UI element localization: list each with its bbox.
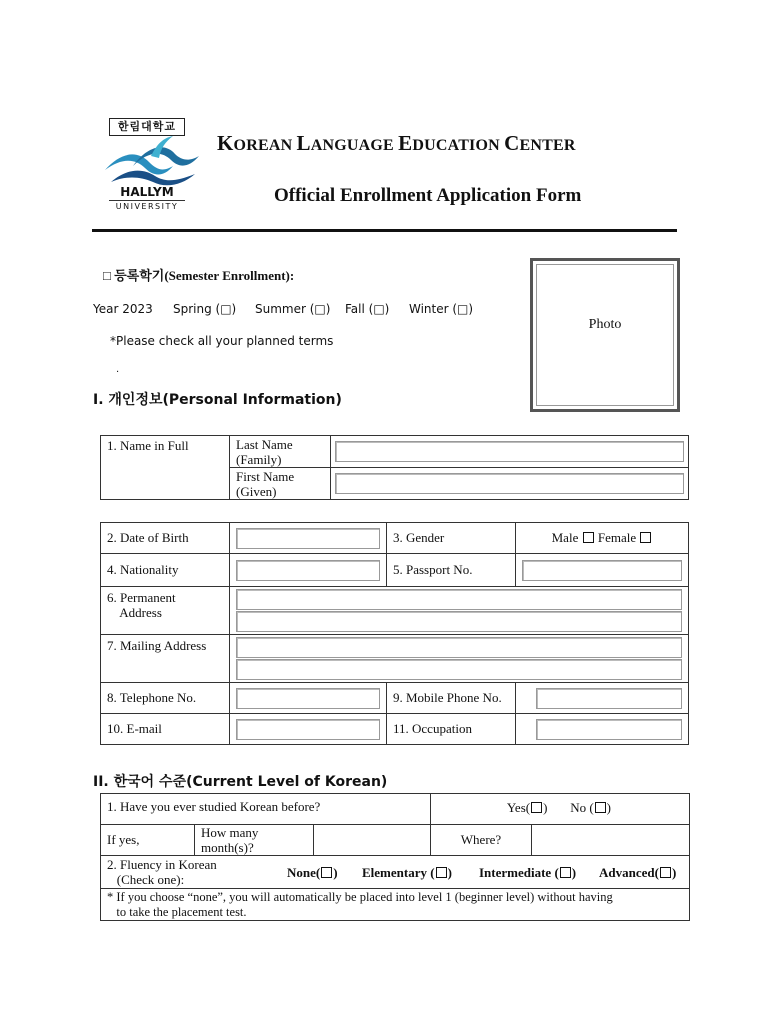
if-yes-label: If yes, [101, 825, 195, 856]
permanent-address-cell [230, 587, 689, 635]
telephone-label: 8. Telephone No. [101, 683, 230, 714]
mobile-input[interactable] [536, 688, 682, 709]
level-elementary[interactable]: Elementary ( ) [362, 865, 452, 880]
studied-no-label: No ( [570, 800, 594, 815]
level-none[interactable]: None( ) [287, 865, 338, 880]
occupation-label: 11. Occupation [387, 714, 516, 745]
semester-option-spring[interactable]: Spring (□) [173, 302, 237, 316]
semester-option-summer[interactable]: Summer (□) [255, 302, 331, 316]
dob-input[interactable] [236, 528, 380, 549]
title-divider [92, 229, 677, 232]
org-title-rest-0: OREAN [233, 137, 297, 154]
email-label: 10. E-mail [101, 714, 230, 745]
mobile-cell [516, 683, 689, 714]
org-title-rest-3: ENTER [519, 137, 576, 154]
how-many-months-label: How many month(s)? [195, 825, 314, 856]
studied-answer: Yes( ) No ( ) [431, 794, 690, 825]
semester-year: Year 2023 [93, 302, 153, 316]
semester-note: *Please check all your planned terms [110, 334, 334, 348]
gender-male-label: Male [551, 530, 579, 545]
permanent-address-input-2[interactable] [236, 611, 682, 632]
form-title: Official Enrollment Application Form [274, 185, 582, 206]
org-title-cap-2: E [398, 131, 413, 155]
gender-label: 3. Gender [387, 523, 516, 554]
level-intermediate[interactable]: Intermediate ( ) [479, 865, 577, 880]
org-title-rest-2: DUCATION [412, 137, 505, 154]
last-name-input[interactable] [335, 441, 684, 462]
studied-no-checkbox[interactable] [595, 802, 606, 813]
semester-option-winter[interactable]: Winter (□) [409, 302, 474, 316]
name-label: 1. Name in Full [101, 436, 230, 500]
org-title-cap-1: L [296, 131, 311, 155]
semester-option-fall[interactable]: Fall (□) [345, 302, 390, 316]
mailing-address-label: 7. Mailing Address [101, 635, 230, 683]
months-input[interactable] [314, 825, 431, 856]
dob-label: 2. Date of Birth [101, 523, 230, 554]
personal-details-table [100, 522, 689, 745]
wave-emblem-icon [103, 136, 203, 186]
studied-yes-label: Yes( [506, 800, 531, 815]
passport-input[interactable] [522, 560, 682, 581]
nationality-input[interactable] [236, 560, 380, 581]
mailing-address-input-1[interactable] [236, 637, 682, 658]
logo-english-text: HALLYM [120, 185, 174, 199]
where-input[interactable] [532, 825, 690, 856]
semester-heading: □ 등록학기(Semester Enrollment): [103, 268, 295, 283]
org-title-rest-1: ANGUAGE [310, 137, 399, 154]
korean-level-heading: II. 한국어 수준(Current Level of Korean) [93, 774, 388, 790]
permanent-address-label: 6. Permanent Address [101, 587, 230, 635]
korean-level-table [100, 793, 690, 921]
org-title-cap-3: C [504, 131, 520, 155]
last-name-cell [331, 436, 689, 468]
nationality-label: 4. Nationality [101, 554, 230, 587]
last-name-label: Last Name (Family) [230, 436, 331, 468]
occupation-input[interactable] [536, 719, 682, 740]
photo-box[interactable] [530, 258, 680, 412]
university-logo [103, 116, 203, 216]
mailing-address-cell [230, 635, 689, 683]
fluency-label: 2. Fluency in Korean (Check one): [107, 857, 217, 887]
first-name-cell [331, 468, 689, 500]
gender-female-checkbox[interactable] [640, 532, 651, 543]
permanent-address-input-1[interactable] [236, 589, 682, 610]
first-name-input[interactable] [335, 473, 684, 494]
telephone-cell [230, 683, 387, 714]
email-cell [230, 714, 387, 745]
semester-dot: . [116, 364, 120, 375]
gender-male-checkbox[interactable] [583, 532, 594, 543]
level-advanced[interactable]: Advanced( ) [599, 865, 677, 880]
passport-cell [516, 554, 689, 587]
mailing-address-input-2[interactable] [236, 659, 682, 680]
name-table [100, 435, 689, 500]
telephone-input[interactable] [236, 688, 380, 709]
personal-info-heading: I. 개인정보(Personal Information) [93, 392, 342, 408]
photo-label: Photo [588, 317, 622, 332]
org-title [217, 131, 576, 156]
gender-female-label: Female [597, 530, 637, 545]
logo-english-subtext: UNIVERSITY [109, 200, 185, 213]
dob-cell [230, 523, 387, 554]
gender-options [516, 523, 689, 554]
email-input[interactable] [236, 719, 380, 740]
first-name-label: First Name (Given) [230, 468, 331, 500]
mobile-label: 9. Mobile Phone No. [387, 683, 516, 714]
logo-korean-text: 한림대학교 [109, 118, 185, 136]
nationality-cell [230, 554, 387, 587]
where-label: Where? [431, 825, 532, 856]
occupation-cell [516, 714, 689, 745]
org-title-cap-0: K [217, 131, 234, 155]
studied-question: 1. Have you ever studied Korean before? [101, 794, 431, 825]
passport-label: 5. Passport No. [387, 554, 516, 587]
fluency-row [101, 856, 690, 889]
placement-note: * If you choose “none”, you will automatically be placed into level 1 (beginner level) without having to take the placement test. [101, 889, 690, 921]
studied-yes-checkbox[interactable] [531, 802, 542, 813]
